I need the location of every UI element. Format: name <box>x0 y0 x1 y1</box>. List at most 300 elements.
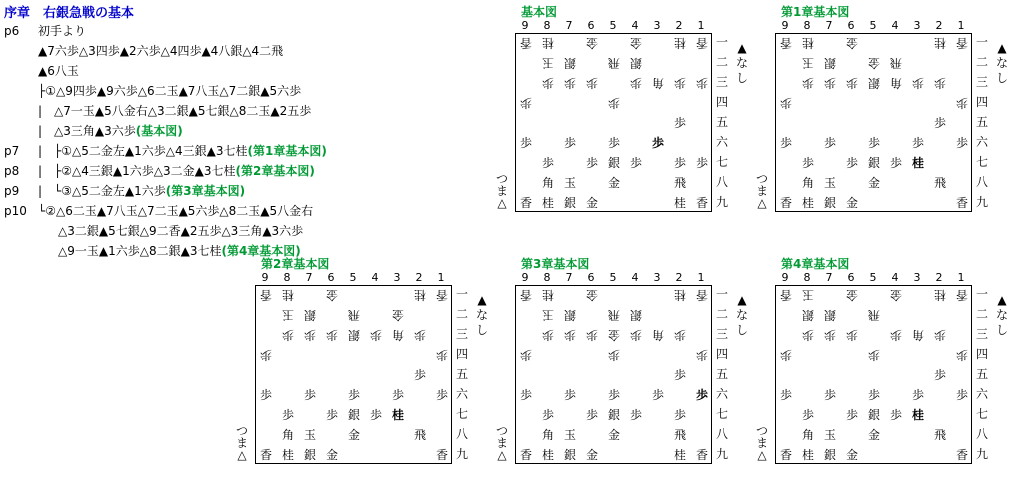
sente-piece: 香 <box>519 196 532 210</box>
file-label: 3 <box>913 19 921 32</box>
file-label: 9 <box>781 271 789 284</box>
sente-piece: 歩 <box>889 408 902 422</box>
rank-label: 三 <box>455 327 468 341</box>
file-label: 8 <box>543 271 551 284</box>
gote-piece: 歩 <box>674 328 687 342</box>
rank-label: 八 <box>715 175 728 189</box>
gote-piece: 桂 <box>802 36 815 50</box>
sente-piece: 玉 <box>563 176 576 190</box>
file-label: 3 <box>913 271 921 284</box>
gote-piece: 歩 <box>608 96 621 110</box>
sente-piece: 銀 <box>347 408 360 422</box>
gote-piece: 歩 <box>282 328 295 342</box>
gote-piece: 銀 <box>348 328 361 342</box>
hand-char: ▲ <box>997 41 1007 55</box>
rank-label: 七 <box>975 155 988 169</box>
sente-piece: 歩 <box>347 388 360 402</box>
gote-piece: 玉 <box>802 56 815 70</box>
rank-label: 三 <box>975 75 988 89</box>
sente-piece: 銀 <box>563 448 576 462</box>
sente-piece: 角 <box>541 176 554 190</box>
sente-hand <box>475 293 489 338</box>
gote-piece: 銀 <box>824 56 837 70</box>
sente-piece: 銀 <box>823 448 836 462</box>
file-label: 5 <box>349 271 357 284</box>
gote-piece: 金 <box>608 328 621 342</box>
page-ref: p8 <box>4 164 20 178</box>
gote-piece: 銀 <box>304 308 317 322</box>
sente-piece: 歩 <box>673 116 686 130</box>
sente-piece: 歩 <box>673 408 686 422</box>
file-label: 1 <box>957 19 965 32</box>
sente-piece: 歩 <box>651 136 664 150</box>
file-label: 6 <box>587 19 595 32</box>
gote-piece: 歩 <box>542 76 555 90</box>
hand-char: ま <box>235 436 248 450</box>
sente-piece: 歩 <box>911 136 924 150</box>
sente-piece: 金 <box>607 428 620 442</box>
gote-piece: 歩 <box>780 96 793 110</box>
gote-piece: 金 <box>326 288 339 302</box>
sente-piece: 歩 <box>629 156 642 170</box>
gote-piece: 銀 <box>564 56 577 70</box>
file-label: 6 <box>327 271 335 284</box>
file-label: 7 <box>565 19 573 32</box>
gote-piece: 歩 <box>304 328 317 342</box>
gote-piece: 飛 <box>890 56 903 70</box>
sente-piece: 歩 <box>585 156 598 170</box>
gote-piece: 玉 <box>542 56 555 70</box>
hand-char: ▲ <box>737 293 747 307</box>
sente-piece: 歩 <box>823 388 836 402</box>
sente-piece: 金 <box>845 196 858 210</box>
sente-piece: 歩 <box>563 388 576 402</box>
gote-piece: 歩 <box>890 328 903 342</box>
rank-label: 六 <box>975 387 988 401</box>
sente-piece: 歩 <box>867 388 880 402</box>
gote-piece: 玉 <box>802 288 815 302</box>
sente-piece: 歩 <box>519 136 532 150</box>
hand-char: な <box>475 308 488 322</box>
rank-label: 一 <box>975 35 988 49</box>
gote-piece: 銀 <box>868 76 881 90</box>
sente-piece: 金 <box>347 428 360 442</box>
sente-piece: 金 <box>867 176 880 190</box>
sente-piece: 玉 <box>823 176 836 190</box>
rank-label: 七 <box>455 407 468 421</box>
rank-label: 六 <box>975 135 988 149</box>
gote-piece: 歩 <box>696 348 709 362</box>
rank-label: 八 <box>455 427 468 441</box>
hand-char: △ <box>237 448 247 462</box>
sente-piece: 桂 <box>541 196 554 210</box>
move-text: | ├①△5二金左▲1六歩△4三銀▲3七桂(第1章基本図) <box>38 144 327 158</box>
sente-hand <box>995 41 1009 86</box>
rank-label: 五 <box>975 115 988 129</box>
file-label: 9 <box>521 271 529 284</box>
gote-piece: 玉 <box>282 308 295 322</box>
gote-piece: 金 <box>586 288 599 302</box>
file-label: 1 <box>697 19 705 32</box>
gote-hand <box>495 425 509 461</box>
move-text: | ├②△4三銀▲1六歩△3二金▲3七桂(第2章基本図) <box>38 164 315 178</box>
gote-piece: 香 <box>520 288 533 302</box>
sente-piece: 香 <box>695 196 708 210</box>
file-labels <box>255 271 475 285</box>
sente-hand <box>735 293 749 338</box>
sente-piece: 歩 <box>911 388 924 402</box>
gote-piece: 桂 <box>542 36 555 50</box>
gote-piece: 歩 <box>846 328 859 342</box>
file-label: 5 <box>609 271 617 284</box>
gote-piece: 歩 <box>696 76 709 90</box>
gote-hand <box>495 173 509 209</box>
page-ref: p10 <box>4 204 27 218</box>
gote-piece: 金 <box>846 288 859 302</box>
gote-piece: 角 <box>652 328 665 342</box>
rank-label: 八 <box>715 427 728 441</box>
sente-piece: 桂 <box>673 196 686 210</box>
sente-piece: 歩 <box>259 388 272 402</box>
gote-hand <box>755 173 769 209</box>
hand-char: な <box>735 56 748 70</box>
file-label: 7 <box>825 271 833 284</box>
sente-piece: 歩 <box>823 136 836 150</box>
gote-piece: 歩 <box>520 348 533 362</box>
file-label: 3 <box>653 271 661 284</box>
file-label: 6 <box>587 271 595 284</box>
gote-piece: 桂 <box>934 36 947 50</box>
sente-piece: 歩 <box>541 156 554 170</box>
gote-piece: 歩 <box>564 76 577 90</box>
gote-piece: 歩 <box>630 76 643 90</box>
sente-piece: 角 <box>801 428 814 442</box>
page-ref: p6 <box>4 24 20 38</box>
gote-piece: 銀 <box>630 56 643 70</box>
move-text: 初手より <box>38 24 87 38</box>
gote-piece: 歩 <box>608 348 621 362</box>
rank-label: 二 <box>975 307 988 321</box>
gote-piece: 歩 <box>956 348 969 362</box>
sente-hand <box>995 293 1009 338</box>
file-label: 6 <box>847 271 855 284</box>
sente-piece: 歩 <box>519 388 532 402</box>
sente-piece: 金 <box>845 448 858 462</box>
hand-char: ▲ <box>997 293 1007 307</box>
file-label: 7 <box>305 271 313 284</box>
sente-piece: 歩 <box>933 368 946 382</box>
gote-piece: 金 <box>630 36 643 50</box>
diagram-ref: (基本図) <box>135 124 183 138</box>
gote-piece: 歩 <box>912 76 925 90</box>
page-title: 序章 右銀急戦の基本 <box>4 6 135 21</box>
file-label: 2 <box>935 271 943 284</box>
sente-piece: 歩 <box>369 408 382 422</box>
sente-piece: 角 <box>541 428 554 442</box>
sente-piece: 歩 <box>845 408 858 422</box>
diagram-ref: (第3章基本図) <box>165 184 246 198</box>
gote-piece: 金 <box>890 288 903 302</box>
diagram-ref: (第1章基本図) <box>247 144 327 158</box>
sente-piece: 歩 <box>391 388 404 402</box>
shogi-board <box>255 285 452 464</box>
file-label: 1 <box>957 271 965 284</box>
sente-piece: 歩 <box>955 136 968 150</box>
rank-label: 三 <box>715 327 728 341</box>
move-text: △3二銀▲5七銀△9二香▲2五歩△3三角▲3六歩 <box>58 224 304 238</box>
gote-piece: 歩 <box>520 96 533 110</box>
rank-label: 一 <box>715 35 728 49</box>
gote-piece: 歩 <box>436 348 449 362</box>
sente-piece: 銀 <box>303 448 316 462</box>
gote-piece: 歩 <box>564 328 577 342</box>
sente-piece: 歩 <box>933 116 946 130</box>
hand-char: ま <box>495 184 508 198</box>
rank-label: 七 <box>975 407 988 421</box>
sente-piece: 歩 <box>695 156 708 170</box>
sente-piece: 銀 <box>867 408 880 422</box>
file-label: 4 <box>631 19 639 32</box>
file-label: 1 <box>437 271 445 284</box>
gote-piece: 歩 <box>630 328 643 342</box>
diagram-ref: (第2章基本図) <box>235 164 315 178</box>
move-text: | △3三角▲3六歩(基本図) <box>38 124 183 138</box>
sente-piece: 香 <box>955 448 968 462</box>
rank-label: 九 <box>715 195 728 209</box>
gote-piece: 歩 <box>260 348 273 362</box>
hand-char: つ <box>235 424 248 438</box>
shogi-board <box>515 33 712 212</box>
board-title: 第3章基本図 <box>521 257 590 271</box>
sente-piece: 桂 <box>801 448 814 462</box>
gote-piece: 歩 <box>326 328 339 342</box>
sente-piece: 銀 <box>867 156 880 170</box>
sente-piece: 飛 <box>933 176 946 190</box>
gote-piece: 歩 <box>586 76 599 90</box>
rank-label: 六 <box>455 387 468 401</box>
board-title: 基本図 <box>521 5 558 19</box>
sente-piece: 香 <box>519 448 532 462</box>
file-labels <box>515 271 735 285</box>
gote-hand <box>755 425 769 461</box>
rank-label: 五 <box>975 367 988 381</box>
file-labels <box>515 19 735 33</box>
sente-piece: 金 <box>585 196 598 210</box>
rank-label: 四 <box>975 95 988 109</box>
gote-piece: 玉 <box>542 308 555 322</box>
hand-char: ▲ <box>477 293 487 307</box>
shogi-board <box>775 285 972 464</box>
sente-piece: 歩 <box>563 136 576 150</box>
file-label: 3 <box>653 19 661 32</box>
gote-piece: 歩 <box>934 328 947 342</box>
gote-piece: 桂 <box>674 36 687 50</box>
gote-piece: 香 <box>520 36 533 50</box>
gote-piece: 香 <box>260 288 273 302</box>
rank-label: 九 <box>715 447 728 461</box>
gote-piece: 歩 <box>824 76 837 90</box>
rank-label: 六 <box>715 387 728 401</box>
sente-piece: 金 <box>325 448 338 462</box>
sente-piece: 歩 <box>541 408 554 422</box>
rank-label: 八 <box>975 427 988 441</box>
gote-piece: 香 <box>436 288 449 302</box>
rank-label: 九 <box>975 447 988 461</box>
hand-char: ま <box>755 436 768 450</box>
sente-piece: 銀 <box>607 156 620 170</box>
sente-piece: 角 <box>801 176 814 190</box>
sente-piece: 歩 <box>867 136 880 150</box>
rank-label: 二 <box>455 307 468 321</box>
rank-label: 一 <box>975 287 988 301</box>
move-text: △9一玉▲1六歩△8二銀▲3七桂(第4章基本図) <box>58 244 301 258</box>
gote-piece: 歩 <box>846 76 859 90</box>
file-label: 1 <box>697 271 705 284</box>
hand-char: つ <box>755 424 768 438</box>
file-labels <box>775 271 995 285</box>
gote-piece: 金 <box>846 36 859 50</box>
sente-piece: 歩 <box>607 388 620 402</box>
gote-piece: 歩 <box>868 348 881 362</box>
file-label: 2 <box>415 271 423 284</box>
gote-piece: 銀 <box>802 308 815 322</box>
file-label: 4 <box>371 271 379 284</box>
file-label: 6 <box>847 19 855 32</box>
sente-piece: 歩 <box>695 388 708 402</box>
shogi-board <box>515 285 712 464</box>
hand-char: つ <box>755 172 768 186</box>
gote-piece: 歩 <box>542 328 555 342</box>
rank-label: 五 <box>455 367 468 381</box>
sente-piece: 玉 <box>823 428 836 442</box>
hand-char: △ <box>757 196 767 210</box>
hand-char: な <box>995 56 1008 70</box>
sente-piece: 歩 <box>303 388 316 402</box>
rank-label: 九 <box>975 195 988 209</box>
sente-piece: 歩 <box>651 388 664 402</box>
file-label: 2 <box>935 19 943 32</box>
rank-label: 四 <box>455 347 468 361</box>
sente-piece: 歩 <box>779 388 792 402</box>
sente-piece: 歩 <box>607 136 620 150</box>
sente-piece: 金 <box>585 448 598 462</box>
file-label: 4 <box>891 271 899 284</box>
rank-label: 二 <box>715 55 728 69</box>
rank-label: 三 <box>715 75 728 89</box>
sente-piece: 香 <box>695 448 708 462</box>
hand-char: △ <box>497 196 507 210</box>
sente-piece: 歩 <box>673 368 686 382</box>
file-label: 7 <box>825 19 833 32</box>
file-label: 5 <box>609 19 617 32</box>
gote-piece: 歩 <box>586 328 599 342</box>
rank-label: 七 <box>715 155 728 169</box>
gote-piece: 香 <box>696 36 709 50</box>
move-text: | └③△5二金左▲1六歩(第3章基本図) <box>38 184 246 198</box>
rank-label: 九 <box>455 447 468 461</box>
rank-label: 七 <box>715 407 728 421</box>
gote-piece: 銀 <box>630 308 643 322</box>
hand-char: △ <box>757 448 767 462</box>
rank-label: 二 <box>715 307 728 321</box>
rank-label: 二 <box>975 55 988 69</box>
sente-piece: 銀 <box>563 196 576 210</box>
gote-piece: 香 <box>780 36 793 50</box>
file-label: 9 <box>781 19 789 32</box>
hand-char: つ <box>495 172 508 186</box>
gote-piece: 歩 <box>802 328 815 342</box>
gote-piece: 歩 <box>370 328 383 342</box>
gote-piece: 金 <box>868 56 881 70</box>
gote-piece: 歩 <box>414 328 427 342</box>
sente-piece: 金 <box>607 176 620 190</box>
gote-piece: 飛 <box>608 56 621 70</box>
sente-piece: 桂 <box>673 448 686 462</box>
sente-piece: 香 <box>779 196 792 210</box>
hand-char: し <box>735 71 748 85</box>
rank-label: 三 <box>975 327 988 341</box>
sente-piece: 香 <box>435 448 448 462</box>
gote-piece: 角 <box>912 328 925 342</box>
move-text: ▲6八玉 <box>38 64 79 78</box>
move-text: ▲7六歩△3四歩▲2六歩△4四歩▲4八銀△4二飛 <box>38 44 284 58</box>
hand-char: ▲ <box>737 41 747 55</box>
board-title: 第1章基本図 <box>781 5 850 19</box>
gote-piece: 香 <box>696 288 709 302</box>
move-text: └②△6二玉▲7八玉△7二玉▲5六歩△8二玉▲5八金右 <box>38 204 314 218</box>
gote-piece: 銀 <box>824 308 837 322</box>
sente-piece: 歩 <box>281 408 294 422</box>
gote-piece: 歩 <box>674 76 687 90</box>
sente-piece: 飛 <box>673 176 686 190</box>
sente-piece: 歩 <box>955 388 968 402</box>
sente-piece: 桂 <box>911 156 924 170</box>
file-label: 8 <box>283 271 291 284</box>
rank-label: 八 <box>975 175 988 189</box>
gote-piece: 桂 <box>414 288 427 302</box>
sente-piece: 飛 <box>933 428 946 442</box>
file-label: 9 <box>261 271 269 284</box>
sente-piece: 桂 <box>281 448 294 462</box>
sente-piece: 角 <box>281 428 294 442</box>
sente-piece: 歩 <box>779 136 792 150</box>
sente-piece: 歩 <box>629 408 642 422</box>
sente-piece: 飛 <box>673 428 686 442</box>
rank-label: 一 <box>715 287 728 301</box>
gote-piece: 飛 <box>868 308 881 322</box>
sente-piece: 歩 <box>801 408 814 422</box>
gote-hand <box>235 425 249 461</box>
gote-piece: 香 <box>780 288 793 302</box>
board-title: 第4章基本図 <box>781 257 850 271</box>
sente-piece: 玉 <box>303 428 316 442</box>
gote-piece: 歩 <box>934 76 947 90</box>
sente-piece: 銀 <box>607 408 620 422</box>
gote-piece: 香 <box>956 288 969 302</box>
sente-piece: 飛 <box>413 428 426 442</box>
gote-piece: 歩 <box>824 328 837 342</box>
file-label: 2 <box>675 271 683 284</box>
gote-piece: 角 <box>652 76 665 90</box>
sente-piece: 玉 <box>563 428 576 442</box>
hand-char: し <box>995 323 1008 337</box>
gote-piece: 桂 <box>934 288 947 302</box>
hand-char: ま <box>495 436 508 450</box>
sente-piece: 桂 <box>541 448 554 462</box>
gote-piece: 桂 <box>542 288 555 302</box>
gote-piece: 銀 <box>564 308 577 322</box>
file-label: 3 <box>393 271 401 284</box>
